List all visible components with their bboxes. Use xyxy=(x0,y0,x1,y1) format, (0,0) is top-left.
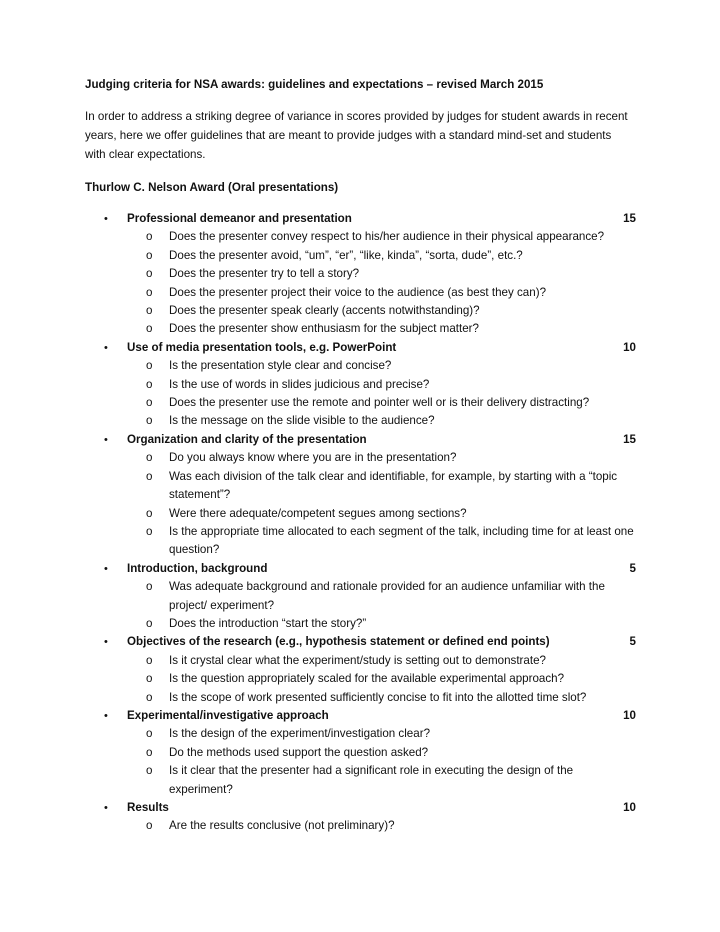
question-item xyxy=(85,412,636,430)
criterion-heading xyxy=(85,210,636,228)
criterion-label: Professional demeanor and presentation xyxy=(127,212,352,225)
criterion-points: 10 xyxy=(623,340,636,354)
question-list xyxy=(85,228,636,338)
bullet-icon: • xyxy=(104,636,108,649)
question-item xyxy=(85,394,636,412)
criterion-heading xyxy=(85,431,636,449)
criterion-heading xyxy=(85,707,636,725)
question-item xyxy=(85,652,636,670)
question-item xyxy=(85,578,636,615)
intro-paragraph: In order to address a striking degree of variance in scores provided by judges for student awards in recent years, here we offer guidelines that are meant to provide judges with a standard mind-set and students with clear expectations. xyxy=(85,110,628,161)
criterion-label: Objectives of the research (e.g., hypothesis statement or defined end points) xyxy=(127,635,550,649)
question-text: Is the use of words in slides judicious and precise? xyxy=(169,377,430,391)
bullet-icon: • xyxy=(104,562,108,575)
question-text: Is the presentation style clear and concise? xyxy=(169,359,392,373)
bullet-icon: • xyxy=(104,802,108,814)
question-item xyxy=(85,284,636,302)
circle-bullet-icon: o xyxy=(146,524,153,538)
question-item xyxy=(85,265,636,283)
question-text: Is it crystal clear what the experiment/study is setting out to demonstrate? xyxy=(169,653,546,667)
question-list xyxy=(85,652,636,707)
question-text: Does the presenter use the remote and pointer well or is their delivery distracting? xyxy=(169,396,590,410)
question-text: Does the presenter try to tell a story? xyxy=(169,267,360,281)
question-item xyxy=(85,302,636,320)
question-item xyxy=(85,762,636,799)
question-item xyxy=(85,817,636,835)
question-list xyxy=(85,357,636,431)
question-text: Do the methods used support the question asked? xyxy=(169,745,429,759)
circle-bullet-icon: o xyxy=(146,764,153,778)
question-item xyxy=(85,725,636,743)
circle-bullet-icon: o xyxy=(146,672,153,686)
criterion-label: Experimental/investigative approach xyxy=(127,708,329,722)
question-item xyxy=(85,449,636,467)
criterion-item xyxy=(85,799,636,836)
circle-bullet-icon: o xyxy=(146,304,153,318)
award-title: Thurlow C. Nelson Award (Oral presentations) xyxy=(85,181,339,194)
question-text: Was adequate background and rationale provided for an audience unfamiliar with the project/ experiment? xyxy=(169,580,605,612)
bullet-icon: • xyxy=(104,213,108,225)
criterion-label: Use of media presentation tools, e.g. PowerPoint xyxy=(127,340,397,354)
circle-bullet-icon: o xyxy=(146,745,153,759)
question-list xyxy=(85,449,636,559)
question-text: Is the scope of work presented sufficiently concise to fit into the allotted time slot? xyxy=(169,690,587,704)
question-text: Is the design of the experiment/investigation clear? xyxy=(169,727,431,741)
document-title: Judging criteria for NSA awards: guidelines and expectations – revised March 2015 xyxy=(85,78,544,91)
question-text: Is it clear that the presenter had a significant role in executing the design of the experiment? xyxy=(169,764,574,796)
question-text: Is the appropriate time allocated to each segment of the talk, including time for at least one question? xyxy=(169,524,634,557)
question-item xyxy=(85,505,636,523)
criterion-points: 10 xyxy=(623,708,636,722)
criterion-label: Organization and clarity of the presentation xyxy=(127,432,367,446)
question-text: Do you always know where you are in the presentation? xyxy=(169,451,457,465)
question-text: Does the presenter show enthusiasm for the subject matter? xyxy=(169,322,479,336)
question-list xyxy=(85,817,636,835)
question-text: Does the presenter project their voice to the audience (as best they can)? xyxy=(169,285,547,299)
question-text: Does the presenter avoid, “um”, “er”, “like, kinda”, “sorta, dude”, etc.? xyxy=(169,248,523,262)
circle-bullet-icon: o xyxy=(146,690,153,704)
question-text: Are the results conclusive (not preliminary)? xyxy=(169,819,395,833)
bullet-icon: • xyxy=(104,341,108,354)
circle-bullet-icon: o xyxy=(146,653,153,667)
criterion-item xyxy=(85,431,636,560)
circle-bullet-icon: o xyxy=(146,248,153,262)
circle-bullet-icon: o xyxy=(146,616,153,630)
bullet-icon: • xyxy=(104,433,108,446)
criterion-item xyxy=(85,707,636,799)
question-item xyxy=(85,320,636,338)
bullet-icon: • xyxy=(104,709,108,722)
question-text: Were there adequate/competent segues among sections? xyxy=(169,506,467,520)
criterion-heading xyxy=(85,339,636,357)
circle-bullet-icon: o xyxy=(146,414,153,428)
circle-bullet-icon: o xyxy=(146,819,153,833)
criterion-item xyxy=(85,560,636,634)
criterion-label: Introduction, background xyxy=(127,561,268,575)
criterion-heading xyxy=(85,799,636,817)
criterion-points: 15 xyxy=(623,212,636,225)
question-text: Is the message on the slide visible to the audience? xyxy=(169,414,435,428)
question-item xyxy=(85,744,636,762)
circle-bullet-icon: o xyxy=(146,230,153,244)
circle-bullet-icon: o xyxy=(146,285,153,299)
circle-bullet-icon: o xyxy=(146,727,153,741)
criterion-item xyxy=(85,210,636,339)
criterion-points: 10 xyxy=(623,801,636,814)
question-text: Was each division of the talk clear and identifiable, for example, by starting with a “topic statement”? xyxy=(169,469,618,502)
criterion-item xyxy=(85,633,636,707)
circle-bullet-icon: o xyxy=(146,377,153,391)
question-item xyxy=(85,357,636,375)
question-text: Does the presenter speak clearly (accents notwithstanding)? xyxy=(169,304,480,318)
question-text: Does the introduction “start the story?” xyxy=(169,616,367,630)
question-item xyxy=(85,228,636,246)
question-item xyxy=(85,670,636,688)
question-item xyxy=(85,523,636,560)
criterion-points: 5 xyxy=(629,635,636,649)
circle-bullet-icon: o xyxy=(146,469,153,483)
question-item xyxy=(85,376,636,394)
criterion-label: Results xyxy=(127,801,169,814)
circle-bullet-icon: o xyxy=(146,322,153,336)
criterion-item xyxy=(85,339,636,431)
question-item xyxy=(85,615,636,633)
circle-bullet-icon: o xyxy=(146,451,153,465)
criterion-heading xyxy=(85,633,636,651)
question-item xyxy=(85,468,636,505)
circle-bullet-icon: o xyxy=(146,396,153,410)
criterion-heading xyxy=(85,560,636,578)
circle-bullet-icon: o xyxy=(146,359,153,373)
question-text: Is the question appropriately scaled for the available experimental approach? xyxy=(169,672,565,686)
criterion-points: 5 xyxy=(629,561,636,575)
question-item xyxy=(85,247,636,265)
circle-bullet-icon: o xyxy=(146,267,153,281)
circle-bullet-icon: o xyxy=(146,506,153,520)
question-list xyxy=(85,578,636,633)
criteria-list xyxy=(85,210,636,836)
question-text: Does the presenter convey respect to his/her audience in their physical appearance? xyxy=(169,230,605,244)
circle-bullet-icon: o xyxy=(146,580,153,594)
question-item xyxy=(85,689,636,707)
criterion-points: 15 xyxy=(623,432,636,446)
question-list xyxy=(85,725,636,799)
